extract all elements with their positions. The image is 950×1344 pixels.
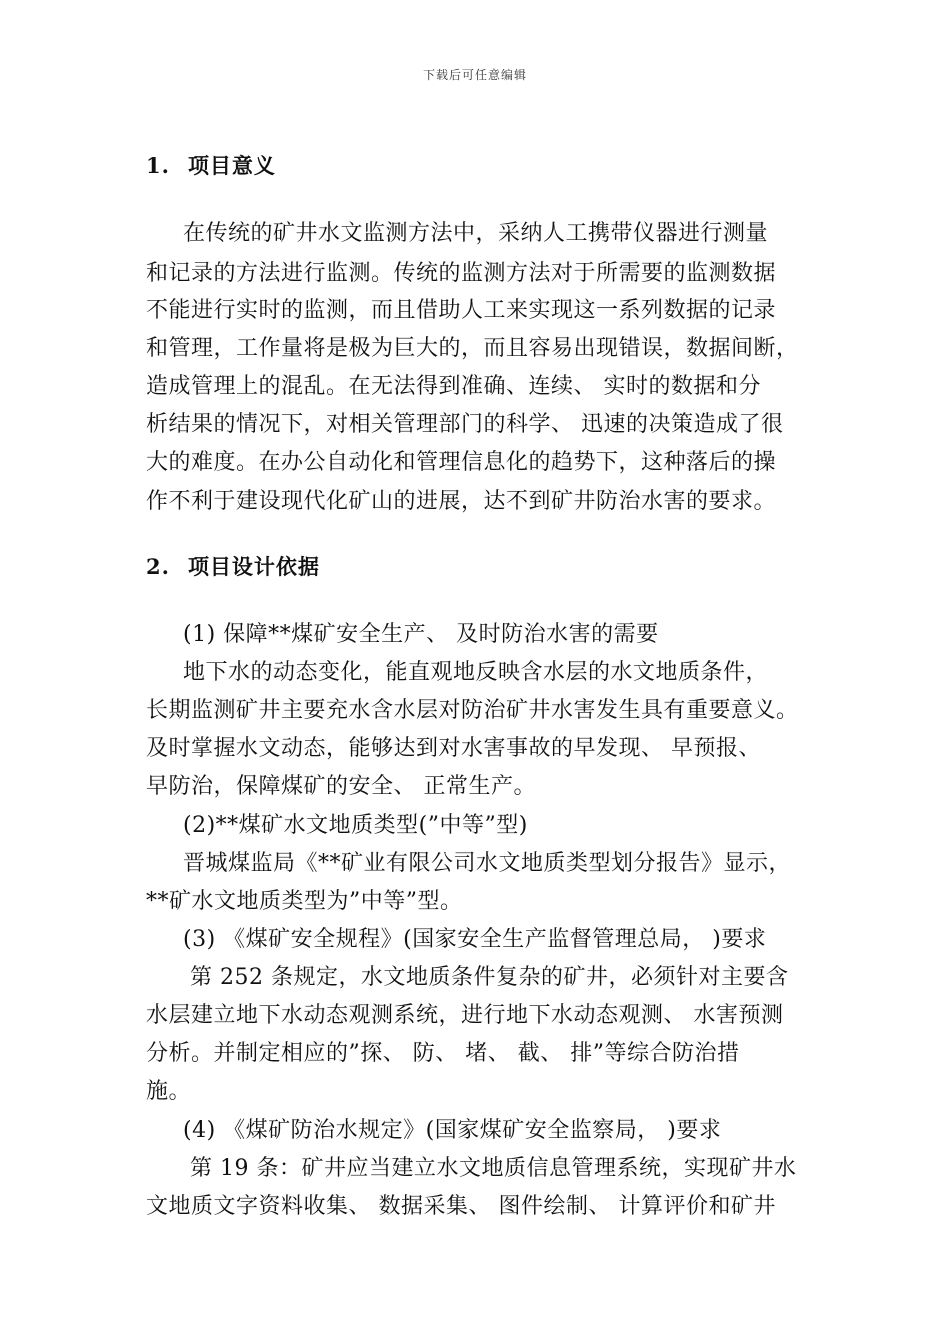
section-2-line: 晋城煤监局《**矿业有限公司水文地质类型划分报告》显示，: [183, 851, 792, 876]
section-2-line: **矿水文地质类型为”中等”型。: [146, 889, 463, 914]
section-2-line: 第 19 条：矿井应当建立水文地质信息管理系统，实现矿井水: [190, 1156, 797, 1181]
section-1-line: 在传统的矿井水文监测方法中，采纳人工携带仪器进行测量: [183, 221, 769, 246]
section-2-heading: [146, 551, 320, 581]
section-1-number: 1.: [146, 153, 170, 178]
section-1-line: 和记录的方法进行监测。传统的监测方法对于所需要的监测数据: [146, 261, 777, 286]
section-2-line: (2)**煤矿水文地质类型(”中等”型): [183, 813, 528, 838]
section-1-line: 不能进行实时的监测，而且借助人工来实现这一系列数据的记录: [146, 298, 777, 323]
section-2-line: 及时掌握水文动态，能够达到对水害事故的早发现、 早预报、: [146, 736, 761, 761]
section-2-line: (4) 《煤矿防治水规定》(国家煤矿安全监察局， )要求: [183, 1118, 722, 1143]
section-1-title: 项目意义: [187, 153, 276, 178]
section-2-line: 分析。并制定相应的”探、 防、 堵、 截、 排”等综合防治措: [146, 1041, 740, 1066]
section-2-line: (1) 保障**煤矿安全生产、 及时防治水害的需要: [183, 622, 659, 647]
section-2-line: 第 252 条规定，水文地质条件复杂的矿井，必须针对主要含: [190, 965, 789, 990]
section-1-line: 作不利于建设现代化矿山的进展，达不到矿井防治水害的要求。: [146, 489, 777, 514]
section-1-line: 造成管理上的混乱。在无法得到准确、连续、 实时的数据和分: [146, 374, 761, 399]
section-1-line: 和管理，工作量将是极为巨大的，而且容易出现错误，数据间断，: [146, 336, 799, 361]
section-2-line: 施。: [146, 1079, 192, 1104]
section-2-title: 项目设计依据: [187, 554, 320, 579]
section-2-number: 2.: [146, 554, 170, 579]
section-2-line: 长期监测矿井主要充水含水层对防治矿井水害发生具有重要意义。: [146, 698, 799, 723]
section-2-line: (3) 《煤矿安全规程》(国家安全生产监督管理总局， )要求: [183, 927, 767, 952]
section-1-line: 析结果的情况下，对相关管理部门的科学、 迅速的决策造成了很: [146, 412, 784, 437]
section-2-line: 文地质文字资料收集、 数据采集、 图件绘制、 计算评价和矿井: [146, 1194, 776, 1219]
section-2-line: 水层建立地下水动态观测系统，进行地下水动态观测、 水害预测: [146, 1003, 784, 1028]
section-1-line: 大的难度。在办公自动化和管理信息化的趋势下，这种落后的操: [146, 450, 777, 475]
section-1-heading: [146, 150, 276, 180]
section-2-line: 地下水的动态变化，能直观地反映含水层的水文地质条件，: [183, 660, 769, 685]
section-2-line: 早防治，保障煤矿的安全、 正常生产。: [146, 774, 536, 799]
page-header: 下载后可任意编辑: [422, 68, 527, 82]
